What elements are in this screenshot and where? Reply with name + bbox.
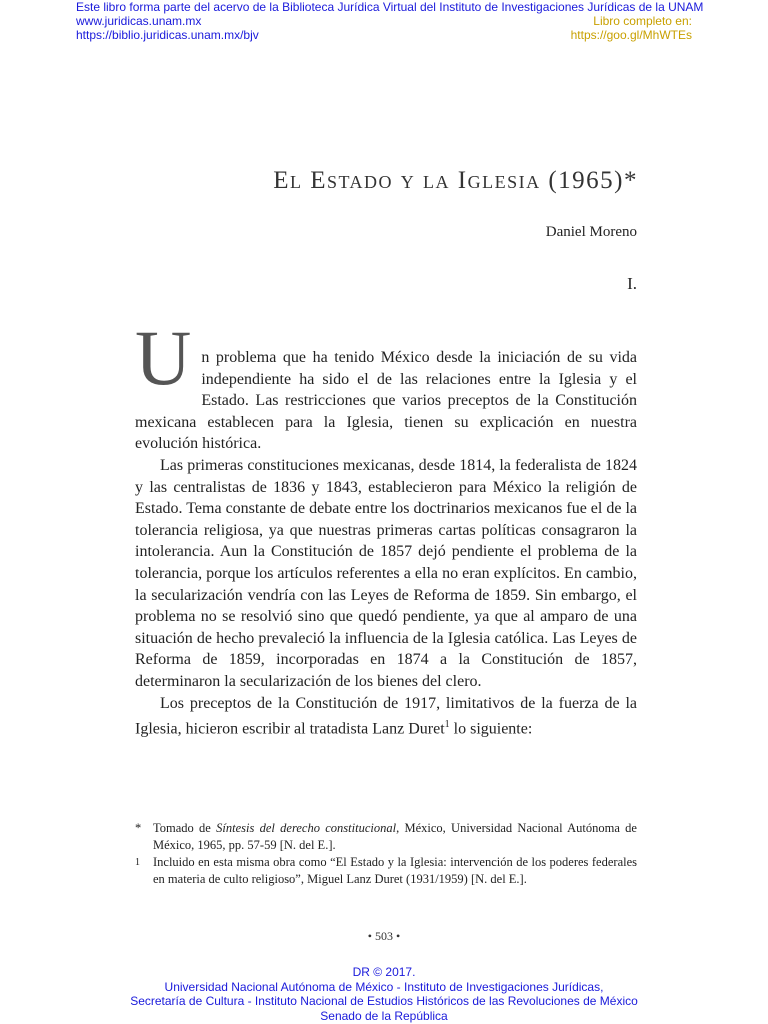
header-right	[571, 14, 692, 42]
paragraph-3-text: Los preceptos de la Constitución de 1917, limitativos de la fuerza de la Iglesia, hicieron escribir al tratadista Lanz Duret	[135, 694, 637, 738]
paragraph-2: Las primeras constituciones mexicanas, desde 1814, la federalista de 1824 y las centralistas de 1836 y 1843, establecieron para México la religión de Estado. Tema constante de debate entre los doctrinarios mexicanos fue el de la tolerancia religiosa, ya que nuestras primeras cartas políticas consagraron la intolerancia. Aun la Constitución de 1857 dejó pendiente el problema de la tolerancia, porque los artículos referentes a ella no eran explícitos. En cambio, la secularización vendría con las Leyes de Reforma de 1859. Sin embargo, el problema no se resolvió sino que quedó pendiente, ya que al amparo de una situación de hecho prevaleció la influencia de la Iglesia católica. Las Leyes de Reforma de 1859, incorporadas en 1874 a la Constitución de 1857, determinaron la secularización de los bienes del clero.	[135, 456, 637, 690]
footer-line-4: Senado de la República	[320, 1008, 448, 1023]
footer-line-2: Universidad Nacional Autónoma de México - Instituto de Investigaciones Jurídicas,	[164, 979, 604, 994]
drop-cap: U	[135, 314, 192, 401]
footnote-text: Tomado de Síntesis del derecho constitucional, México, Universidad Nacional Autónoma de México, 1965, pp. 57-59 [N. del E.].	[153, 821, 637, 852]
section-number: I.	[627, 274, 637, 293]
footer-copyright: DR © 2017.	[352, 965, 416, 979]
paragraph-3-end: lo siguiente:	[449, 720, 533, 738]
chapter-title: El Estado y la Iglesia (1965)*	[273, 166, 638, 194]
footnote-star	[135, 820, 637, 854]
paragraph-1	[135, 314, 637, 455]
header-notice: Este libro forma parte del acervo de la Biblioteca Jurídica Virtual del Instituto de Investigaciones Jurídicas de la UNAM	[76, 0, 704, 14]
footnote-ref-1[interactable]: 1	[444, 719, 450, 731]
footer	[0, 965, 768, 1023]
footnote-text: Incluido en esta misma obra como “El Estado y la Iglesia: intervención de los poderes federales en materia de culto religioso”, Miguel Lanz Duret (1931/1959) [N. del E.].	[153, 855, 637, 886]
header-link-juridicas[interactable]: www.juridicas.unam.mx	[76, 14, 202, 28]
footnote-marker: *	[135, 821, 142, 835]
source-title: Síntesis del derecho constitucional	[216, 821, 397, 835]
footnote-marker: 1	[135, 857, 140, 868]
paragraph-1-text: n problema que ha tenido México desde la iniciación de su vida independiente ha sido el de las relaciones entre la Iglesia y el Estado. Las restricciones que varios preceptos de la Constitución mexicana establecen para la Iglesia, tienen su explicación en nuestra evolución histórica.	[135, 349, 637, 453]
header-book-link[interactable]: https://goo.gl/MhWTEs	[570, 28, 692, 42]
footnote-1	[135, 854, 637, 888]
header-link-bjv[interactable]: https://biblio.juridicas.unam.mx/bjv	[76, 28, 259, 42]
paragraph-3	[135, 693, 637, 741]
header-book-label: Libro completo en:	[593, 14, 692, 28]
footer-line-3: Secretaría de Cultura - Instituto Nacional de Estudios Históricos de las Revoluciones de México	[130, 994, 638, 1008]
author-name: Daniel Moreno	[545, 224, 637, 240]
page-number: • 503 •	[367, 929, 401, 943]
footnotes	[135, 820, 637, 888]
body-text	[135, 314, 637, 740]
